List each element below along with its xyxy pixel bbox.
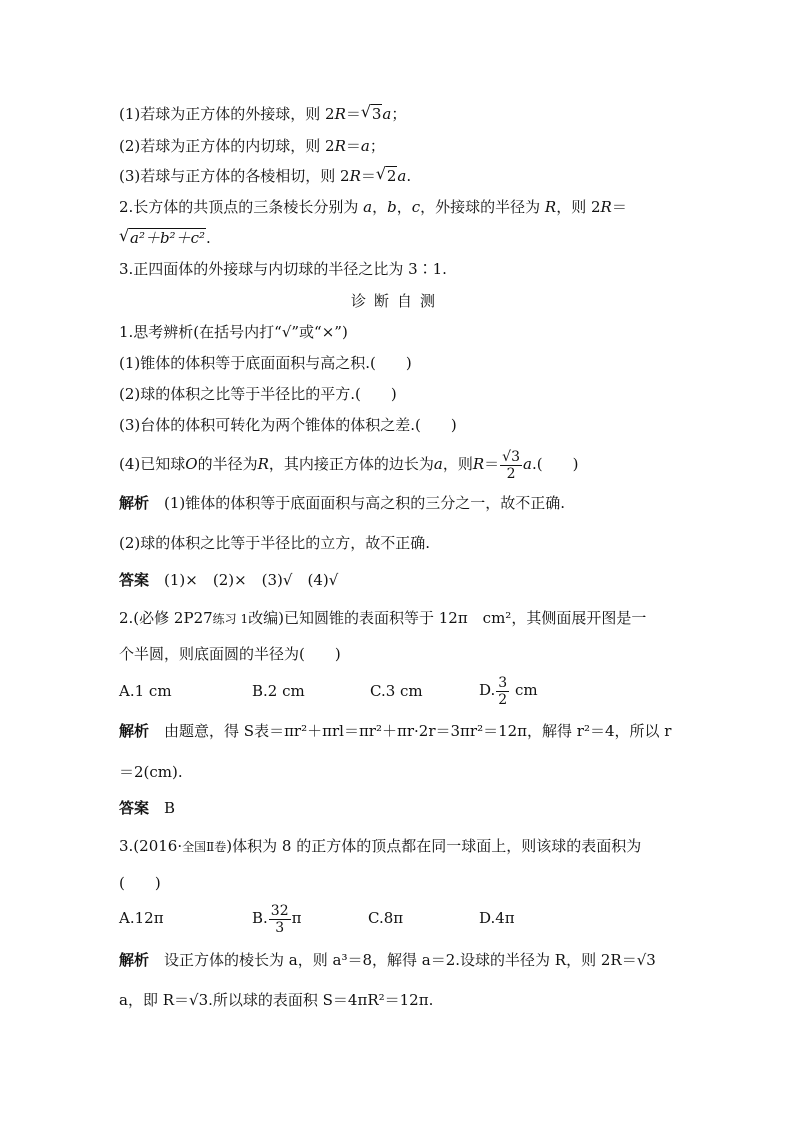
q2-stem-line-2: 个半圆，则底面圆的半径为( ) xyxy=(119,645,341,663)
q1-statement-1: (1)锥体的体积等于底面面积与高之积.( ) xyxy=(119,354,412,372)
q1-statement-4: (4)已知球O的半径为R，其内接正方体的边长为a，则R＝ $\frac{√3}{2}$ a.( ) xyxy=(119,448,579,482)
q3-options xyxy=(0,898,794,938)
q1-analysis-2: (2)球的体积之比等于半径比的立方，故不正确. xyxy=(119,534,431,552)
q1-statement-3: (3)台体的体积可转化为两个锥体的体积之差.( ) xyxy=(119,416,457,434)
analysis-label: 解析 xyxy=(119,951,150,969)
analysis-label: 解析 xyxy=(119,722,150,740)
sqrt-3: √ 3 xyxy=(362,104,383,124)
q2-options xyxy=(0,672,794,708)
fact-line-2 xyxy=(119,136,385,156)
q3-stem-line-2: ( ) xyxy=(119,874,161,892)
punct: ； xyxy=(391,105,407,123)
var-R: R xyxy=(334,105,346,123)
q2-stem-line-1: 2.(必修 2P27练习 1改编)已知圆锥的表面积等于 12π cm²，其侧面展开图是一 xyxy=(119,609,647,627)
q2-option-a[interactable]: A.1 cm xyxy=(119,682,172,700)
sqrt-sum-of-squares: √ a²＋b²＋c² xyxy=(120,228,206,248)
equals-sign: ＝ xyxy=(360,167,376,185)
q3-analysis-1: 解析 设正方体的棱长为 a，则 a³＝8，解得 a＝2.设球的半径为 R，则 2R＝√3 xyxy=(119,951,656,969)
sqrt-2: √ 2 xyxy=(377,166,398,186)
punct: ； xyxy=(369,137,385,155)
q3-option-a[interactable]: A.12π xyxy=(119,909,164,927)
var-a: a xyxy=(397,167,407,185)
section-title: 诊断自测 xyxy=(350,292,443,310)
q3-option-d[interactable]: D.4π xyxy=(479,909,515,927)
var-R: R xyxy=(544,198,557,216)
q2-answer: 答案 B xyxy=(119,799,176,817)
var-a: a xyxy=(363,198,373,216)
q3-stem-line-1: 3.(2016·全国Ⅱ卷)体积为 8 的正方体的顶点都在同一球面上，则该球的表面积为 xyxy=(119,837,642,855)
var-a: a xyxy=(360,137,370,155)
var-b: b xyxy=(387,198,397,216)
fact-text: (1)若球为正方体的外接球，则 2 xyxy=(119,105,335,123)
fact-text: ，则 2 xyxy=(556,198,601,216)
q2-option-d[interactable]: D. $\frac{3}{2}$ cm xyxy=(479,674,538,708)
equals-sign: ＝ xyxy=(345,105,361,123)
equals-sign: ＝ xyxy=(611,198,627,216)
var-a: a xyxy=(382,105,392,123)
answer-label: 答案 xyxy=(119,799,150,817)
q3-option-c[interactable]: C.8π xyxy=(368,909,404,927)
q3-analysis-2: a，即 R＝√3.所以球的表面积 S＝4πR²＝12π. xyxy=(119,991,434,1009)
q3-option-b[interactable]: B. $\frac{32}{3}$ π xyxy=(252,902,302,936)
var-R: R xyxy=(349,167,361,185)
fact-line-3 xyxy=(119,166,411,186)
fact-text: 2.长方体的共顶点的三条棱长分别为 xyxy=(119,198,359,216)
fact-line-6: 3.正四面体的外接球与内切球的半径之比为 3∶1. xyxy=(119,260,447,278)
fraction-sqrt3-over-2: $\frac{√3}{2}$ xyxy=(502,448,520,482)
q2-analysis-2: ＝2(cm). xyxy=(119,763,183,781)
answer-label: 答案 xyxy=(119,571,150,589)
punct: . xyxy=(406,167,412,185)
q1-analysis-1: 解析 (1)锥体的体积等于底面面积与高之积的三分之一，故不正确. xyxy=(119,494,566,512)
fact-line-4: 2.长方体的共顶点的三条棱长分别为 a，b，c，外接球的半径为 R，则 2R＝ xyxy=(119,198,627,216)
q2-option-c[interactable]: C.3 cm xyxy=(370,682,423,700)
var-R: R xyxy=(334,137,346,155)
q2-analysis-1: 解析 由题意，得 S表＝πr²＋πrl＝πr²＋πr·2r＝3πr²＝12π，解得 r²＝4，所以 r xyxy=(119,722,672,740)
analysis-label: 解析 xyxy=(119,494,150,512)
q1-statement-2: (2)球的体积之比等于半径比的平方.( ) xyxy=(119,385,397,403)
q1-stem: 1.思考辨析(在括号内打“√”或“×”) xyxy=(119,323,348,341)
fact-text: (3)若球与正方体的各棱相切，则 2 xyxy=(119,167,350,185)
q2-option-b[interactable]: B.2 cm xyxy=(252,682,305,700)
var-R: R xyxy=(600,198,612,216)
fact-line-5 xyxy=(119,228,211,248)
fact-line-1 xyxy=(119,104,406,124)
q1-answer: 答案 (1)× (2)× (3)√ (4)√ xyxy=(119,571,339,589)
equals-sign: ＝ xyxy=(345,137,361,155)
punct: . xyxy=(206,229,211,247)
fact-text: ，外接球的半径为 xyxy=(420,198,541,216)
fact-text: (2)若球为正方体的内切球，则 2 xyxy=(119,137,335,155)
var-c: c xyxy=(411,198,421,216)
